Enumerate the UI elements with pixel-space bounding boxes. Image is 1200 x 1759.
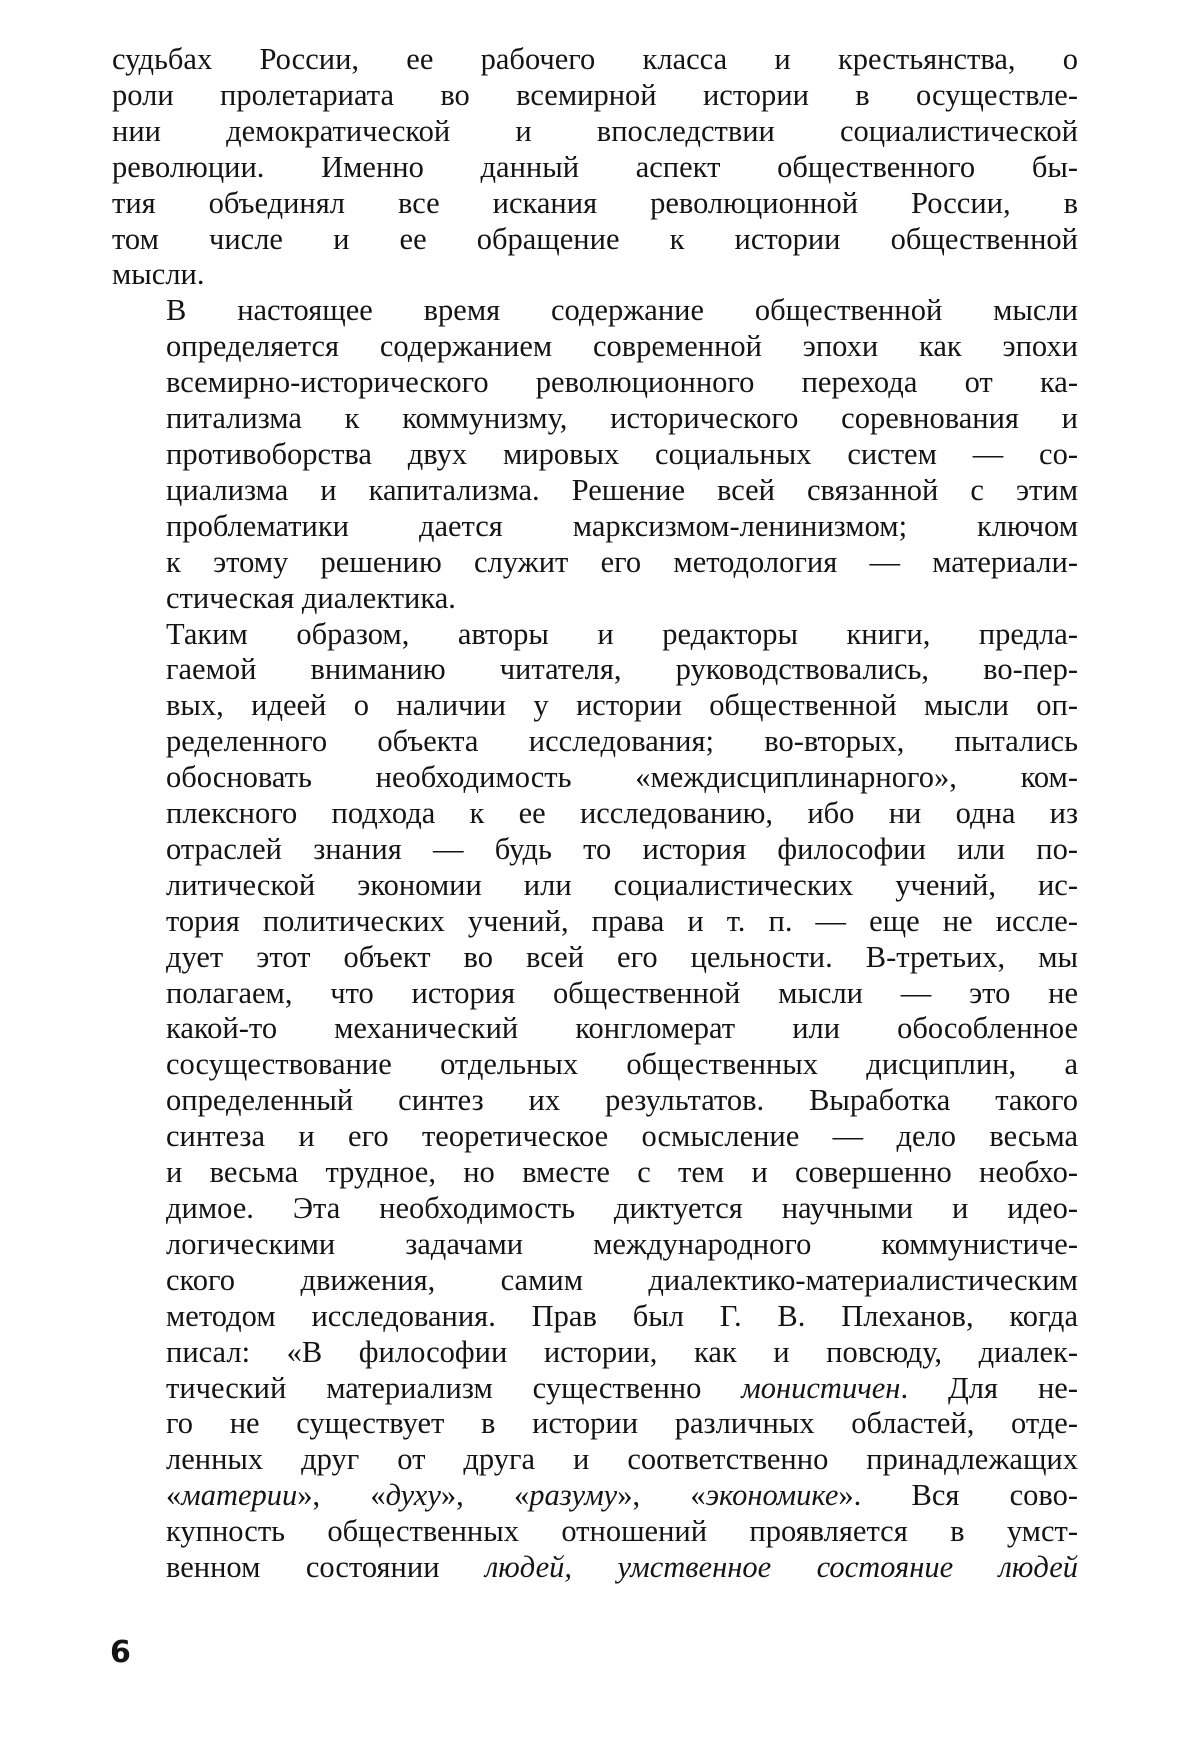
paragraph-2 (112, 293, 1078, 616)
text-line: проблематики дается марксизмом-ленинизмом; ключом (166, 508, 1078, 543)
text-line: какой-то механический конгломерат или обособленное (166, 1011, 1078, 1046)
body-text (112, 42, 1078, 1586)
text-line: методом исследования. Прав был Г. В. Плеханов, когда (166, 1298, 1078, 1333)
text-line: ского движения, самим диалектико-материалистическим (166, 1262, 1078, 1297)
text-line: сосуществование отдельных общественных дисциплин, а (166, 1047, 1078, 1082)
text-line: стическая диалектика. (166, 580, 456, 615)
text-line: тия объединял все искания революционной России, в (112, 185, 1078, 220)
text-line: всемирно-исторического революционного перехода от ка- (166, 365, 1078, 400)
text-line: логическими задачами международного коммунистиче- (166, 1226, 1078, 1261)
text-line: ределенного объекта исследования; во-вторых, пытались (166, 724, 1078, 759)
text-line: обосновать необходимость «междисциплинарного», ком- (166, 760, 1078, 795)
text-line: тический материализм существенно монистичен. Для не- (166, 1370, 1078, 1405)
text-line: синтеза и его теоретическое осмысление — дело весьма (166, 1119, 1078, 1154)
text-line: «материи», «духу», «разуму», «экономике». Вся сово- (166, 1478, 1079, 1513)
text-line: и весьма трудное, но вместе с тем и совершенно необхо- (166, 1155, 1078, 1190)
text-line: к этому решению служит его методология — материали- (166, 544, 1078, 579)
text-line: определенный синтез их результатов. Выработка такого (166, 1083, 1078, 1118)
text-line: Таким образом, авторы и редакторы книги, предла- (166, 616, 1078, 651)
text-line: полагаем, что история общественной мысли — это не (166, 975, 1078, 1010)
italic-phrase: людей, умственное состояние людей (485, 1550, 1078, 1585)
text-line: тория политических учений, права и т. п. — еще не иссле- (166, 903, 1078, 938)
italic-phrase: духу (385, 1478, 441, 1513)
italic-phrase: экономике (705, 1478, 839, 1513)
text-line: вых, идеей о наличии у истории общественной мысли оп- (166, 688, 1078, 723)
text-line: нии демократической и впоследствии социалистической (112, 113, 1078, 148)
text-line: купность общественных отношений проявляется в умст- (166, 1514, 1078, 1549)
text-line: венном состоянии людей, умственное состояние людей (166, 1550, 1078, 1585)
text-line: роли пролетариата во всемирной истории в осуществле- (112, 77, 1078, 112)
text-line: питализма к коммунизму, исторического соревнования и (166, 401, 1078, 436)
text-line: плексного подхода к ее исследованию, ибо ни одна из (166, 796, 1078, 831)
text-line: ленных друг от друга и соответственно принадлежащих (166, 1442, 1078, 1477)
text-line: мысли. (112, 257, 205, 292)
text-line: противоборства двух мировых социальных систем — со- (166, 436, 1078, 471)
text-line: циализма и капитализма. Решение всей связанной с этим (166, 472, 1078, 507)
text-line: гаемой вниманию читателя, руководствовались, во-пер- (166, 652, 1078, 687)
text-line: го не существует в истории различных областей, отде- (166, 1406, 1078, 1441)
paragraph-3 (112, 617, 1078, 1586)
italic-phrase: монистичен (741, 1370, 901, 1405)
text-line: В настоящее время содержание общественной мысли (166, 293, 1078, 328)
text-line: писал: «В философии истории, как и повсюду, диалек- (166, 1334, 1078, 1369)
text-line: дует этот объект во всей его цельности. В-третьих, мы (166, 939, 1078, 974)
text-line: определяется содержанием современной эпохи как эпохи (166, 329, 1078, 364)
text-line: димое. Эта необходимость диктуется научными и идео- (166, 1191, 1078, 1225)
text-line: литической экономии или социалистических учений, ис- (166, 867, 1078, 902)
page-number: 6 (110, 1635, 131, 1670)
italic-phrase: разуму (529, 1478, 618, 1513)
text-line: судьбах России, ее рабочего класса и крестьянства, о (112, 42, 1078, 76)
text-line: революции. Именно данный аспект общественного бы- (112, 149, 1078, 184)
text-line: том числе и ее обращение к истории общественной (112, 221, 1078, 256)
paragraph-1 (112, 42, 1078, 293)
italic-phrase: материи (181, 1478, 298, 1513)
text-line: отраслей знания — будь то история философии или по- (166, 831, 1078, 866)
